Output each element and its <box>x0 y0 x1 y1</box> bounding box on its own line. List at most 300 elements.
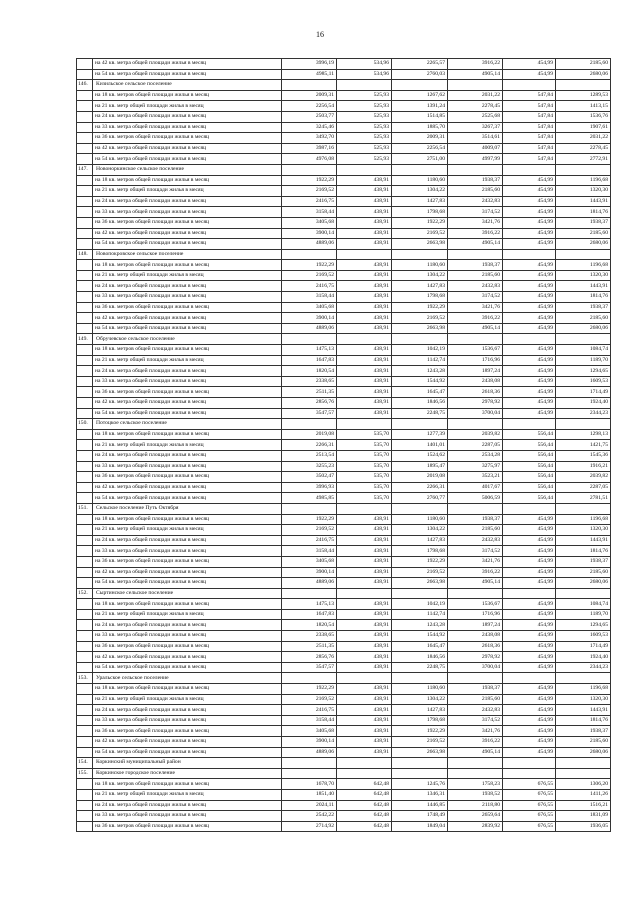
value-cell: 2248,75 <box>392 662 448 673</box>
value-cell: 2432,83 <box>448 196 503 207</box>
row-label: на 18 кв. метров общей площади жилья в месяц <box>93 345 282 356</box>
empty-cell <box>556 249 611 260</box>
row-number <box>77 599 93 610</box>
value-cell: 525,93 <box>337 111 392 122</box>
value-cell: 556,44 <box>503 440 556 451</box>
section-header-row <box>77 768 611 779</box>
value-cell: 2118,80 <box>448 800 503 811</box>
empty-cell <box>503 334 556 345</box>
value-cell: 2416,75 <box>282 196 337 207</box>
value-cell: 4009,07 <box>448 143 503 154</box>
value-cell: 642,48 <box>337 821 392 832</box>
value-cell: 454,99 <box>503 578 556 589</box>
value-cell: 3987,16 <box>282 143 337 154</box>
value-cell: 454,99 <box>503 652 556 663</box>
empty-cell <box>556 758 611 769</box>
value-cell: 1916,21 <box>556 461 611 472</box>
value-cell: 2009,31 <box>282 90 337 101</box>
empty-cell <box>448 768 503 779</box>
value-cell: 3174,52 <box>448 546 503 557</box>
empty-cell <box>282 758 337 769</box>
value-cell: 3421,76 <box>448 302 503 313</box>
value-cell: 1443,91 <box>556 281 611 292</box>
value-cell: 1243,28 <box>392 366 448 377</box>
value-cell: 454,99 <box>503 196 556 207</box>
row-number <box>77 376 93 387</box>
value-cell: 2019,08 <box>392 472 448 483</box>
table-row <box>77 408 611 419</box>
table-row <box>77 631 611 642</box>
table-row <box>77 779 611 790</box>
value-cell: 2534,28 <box>448 450 503 461</box>
value-cell: 438,91 <box>337 302 392 313</box>
row-number <box>77 260 93 271</box>
table-row <box>77 684 611 695</box>
row-label: на 36 кв. метров общей площади жилья в месяц <box>93 821 282 832</box>
row-number <box>77 525 93 536</box>
table-row <box>77 111 611 122</box>
value-cell: 2169,52 <box>282 525 337 536</box>
row-number <box>77 641 93 652</box>
row-label: на 24 кв. метра общей площади жилья в месяц <box>93 111 282 122</box>
value-cell: 1042,19 <box>392 599 448 610</box>
section-title: Сыртинское сельское поселение <box>93 588 282 599</box>
value-cell: 3158,44 <box>282 292 337 303</box>
value-cell: 454,99 <box>503 260 556 271</box>
value-cell: 438,91 <box>337 631 392 642</box>
value-cell: 1304,22 <box>392 694 448 705</box>
table-row <box>77 429 611 440</box>
row-label: на 36 кв. метров общей площади жилья в месяц <box>93 726 282 737</box>
empty-cell <box>503 419 556 430</box>
value-cell: 454,99 <box>503 535 556 546</box>
empty-cell <box>392 164 448 175</box>
empty-cell <box>337 419 392 430</box>
row-label: на 18 кв. метров общей площади жилья в месяц <box>93 779 282 790</box>
row-number <box>77 228 93 239</box>
row-number <box>77 811 93 822</box>
value-cell: 454,99 <box>503 715 556 726</box>
row-number <box>77 175 93 186</box>
row-number <box>77 694 93 705</box>
value-cell: 454,99 <box>503 239 556 250</box>
value-cell: 676,55 <box>503 821 556 832</box>
section-title: Новоноркинское сельское поселение <box>93 164 282 175</box>
row-number <box>77 631 93 642</box>
value-cell: 2978,92 <box>448 398 503 409</box>
value-cell: 1536,76 <box>556 111 611 122</box>
value-cell: 438,91 <box>337 620 392 631</box>
table-row <box>77 461 611 472</box>
value-cell: 4889,06 <box>282 323 337 334</box>
empty-cell <box>448 80 503 91</box>
empty-cell <box>337 249 392 260</box>
value-cell: 1846,56 <box>392 398 448 409</box>
row-number <box>77 461 93 472</box>
table-row <box>77 323 611 334</box>
empty-cell <box>337 673 392 684</box>
table-row <box>77 122 611 133</box>
table-row <box>77 694 611 705</box>
empty-cell <box>392 249 448 260</box>
value-cell: 1084,74 <box>556 345 611 356</box>
empty-cell <box>337 588 392 599</box>
value-cell: 3405,68 <box>282 726 337 737</box>
value-cell: 1514,85 <box>392 111 448 122</box>
value-cell: 4985,85 <box>282 493 337 504</box>
value-cell: 4985,11 <box>282 69 337 80</box>
value-cell: 3405,68 <box>282 302 337 313</box>
value-cell: 1427,83 <box>392 281 448 292</box>
value-cell: 454,99 <box>503 387 556 398</box>
value-cell: 547,84 <box>503 143 556 154</box>
table-row <box>77 260 611 271</box>
value-cell: 1391,24 <box>392 101 448 112</box>
value-cell: 2978,92 <box>448 652 503 663</box>
value-cell: 2856,76 <box>282 398 337 409</box>
row-label: на 24 кв. метра общей площади жилья в месяц <box>93 450 282 461</box>
table-row <box>77 609 611 620</box>
value-cell: 454,99 <box>503 292 556 303</box>
table-row <box>77 292 611 303</box>
row-number <box>77 726 93 737</box>
table-row <box>77 154 611 165</box>
table-row <box>77 535 611 546</box>
section-header-row <box>77 503 611 514</box>
value-cell: 535,70 <box>337 472 392 483</box>
value-cell: 2039,82 <box>448 429 503 440</box>
value-cell: 3502,47 <box>282 472 337 483</box>
value-cell: 525,93 <box>337 90 392 101</box>
row-label: на 33 кв. метра общей площади жилья в месяц <box>93 631 282 642</box>
empty-cell <box>282 503 337 514</box>
value-cell: 1544,92 <box>392 631 448 642</box>
empty-cell <box>392 503 448 514</box>
value-cell: 454,99 <box>503 525 556 536</box>
row-number <box>77 59 93 70</box>
value-cell: 454,99 <box>503 641 556 652</box>
value-cell: 1609,53 <box>556 631 611 642</box>
value-cell: 2185,60 <box>448 694 503 705</box>
table-row <box>77 196 611 207</box>
value-cell: 4905,14 <box>448 69 503 80</box>
value-cell: 2856,76 <box>282 652 337 663</box>
value-cell: 2714,92 <box>282 821 337 832</box>
value-cell: 676,55 <box>503 779 556 790</box>
value-cell: 3405,68 <box>282 217 337 228</box>
row-label: на 24 кв. метра общей площади жилья в месяц <box>93 281 282 292</box>
value-cell: 525,93 <box>337 122 392 133</box>
value-cell: 438,91 <box>337 196 392 207</box>
table-row <box>77 355 611 366</box>
value-cell: 454,99 <box>503 631 556 642</box>
value-cell: 438,91 <box>337 726 392 737</box>
empty-cell <box>556 419 611 430</box>
value-cell: 525,93 <box>337 143 392 154</box>
row-number <box>77 122 93 133</box>
row-label: на 36 кв. метров общей площади жилья в месяц <box>93 217 282 228</box>
value-cell: 4997,99 <box>448 154 503 165</box>
value-cell: 2287,05 <box>556 482 611 493</box>
row-label: на 33 кв. метра общей площади жилья в месяц <box>93 376 282 387</box>
row-number <box>77 800 93 811</box>
value-cell: 2751,00 <box>392 154 448 165</box>
row-label: на 33 кв. метра общей площади жилья в месяц <box>93 292 282 303</box>
row-number <box>77 472 93 483</box>
value-cell: 2266,31 <box>392 482 448 493</box>
section-header-row <box>77 588 611 599</box>
empty-cell <box>337 80 392 91</box>
row-label: на 54 кв. метра общей площади жилья в месяц <box>93 493 282 504</box>
value-cell: 454,99 <box>503 705 556 716</box>
value-cell: 1936,05 <box>556 821 611 832</box>
value-cell: 3900,14 <box>282 567 337 578</box>
row-label: на 42 кв. метра общей площади жилья в месяц <box>93 228 282 239</box>
tariff-table <box>76 58 611 832</box>
row-label: на 42 кв. метра общей площади жилья в месяц <box>93 482 282 493</box>
row-label: на 18 кв. метров общей площади жилья в месяц <box>93 175 282 186</box>
value-cell: 2009,31 <box>392 133 448 144</box>
empty-cell <box>282 768 337 779</box>
row-label: на 42 кв. метра общей площади жилья в месяц <box>93 652 282 663</box>
value-cell: 1196,68 <box>556 684 611 695</box>
value-cell: 1427,83 <box>392 196 448 207</box>
value-cell: 1814,76 <box>556 715 611 726</box>
empty-cell <box>448 673 503 684</box>
table-row <box>77 345 611 356</box>
value-cell: 1306,20 <box>556 779 611 790</box>
value-cell: 642,48 <box>337 811 392 822</box>
value-cell: 3996,93 <box>282 482 337 493</box>
value-cell: 2344,23 <box>556 662 611 673</box>
value-cell: 2185,60 <box>448 270 503 281</box>
value-cell: 438,91 <box>337 535 392 546</box>
table-row <box>77 366 611 377</box>
value-cell: 1421,75 <box>556 440 611 451</box>
value-cell: 1716,96 <box>448 355 503 366</box>
row-label: на 18 кв. метров общей площади жилья в месяц <box>93 260 282 271</box>
value-cell: 2542,22 <box>282 811 337 822</box>
table-row <box>77 281 611 292</box>
row-number <box>77 535 93 546</box>
value-cell: 1536,67 <box>448 599 503 610</box>
row-label: на 33 кв. метра общей площади жилья в месяц <box>93 207 282 218</box>
empty-cell <box>282 673 337 684</box>
table-row <box>77 737 611 748</box>
value-cell: 676,55 <box>503 811 556 822</box>
empty-cell <box>392 419 448 430</box>
value-cell: 2019,08 <box>282 429 337 440</box>
empty-cell <box>503 588 556 599</box>
section-header-row <box>77 673 611 684</box>
empty-cell <box>503 249 556 260</box>
value-cell: 535,70 <box>337 429 392 440</box>
value-cell: 2663,98 <box>392 578 448 589</box>
value-cell: 438,91 <box>337 228 392 239</box>
row-label: на 21 кв. метр общей площади жилья в месяц <box>93 440 282 451</box>
value-cell: 1180,60 <box>392 684 448 695</box>
value-cell: 2438,08 <box>448 631 503 642</box>
value-cell: 1922,29 <box>282 260 337 271</box>
value-cell: 1189,70 <box>556 609 611 620</box>
value-cell: 4976,08 <box>282 154 337 165</box>
value-cell: 1142,74 <box>392 355 448 366</box>
value-cell: 1938,37 <box>556 556 611 567</box>
value-cell: 1196,68 <box>556 175 611 186</box>
table-row <box>77 800 611 811</box>
value-cell: 2265,57 <box>392 59 448 70</box>
value-cell: 438,91 <box>337 546 392 557</box>
row-number <box>77 482 93 493</box>
value-cell: 3700,04 <box>448 408 503 419</box>
value-cell: 1401,01 <box>392 440 448 451</box>
value-cell: 454,99 <box>503 684 556 695</box>
row-number: 155. <box>77 768 93 779</box>
value-cell: 2416,75 <box>282 705 337 716</box>
value-cell: 1924,40 <box>556 398 611 409</box>
value-cell: 1294,65 <box>556 620 611 631</box>
value-cell: 1042,19 <box>392 345 448 356</box>
value-cell: 438,91 <box>337 609 392 620</box>
empty-cell <box>392 673 448 684</box>
value-cell: 2680,06 <box>556 239 611 250</box>
table-row <box>77 133 611 144</box>
value-cell: 2344,23 <box>556 408 611 419</box>
empty-cell <box>282 164 337 175</box>
row-number <box>77 366 93 377</box>
row-label: на 54 кв. метра общей площади жилья в месяц <box>93 154 282 165</box>
value-cell: 454,99 <box>503 323 556 334</box>
value-cell: 3700,04 <box>448 662 503 673</box>
row-label: на 21 кв. метр общей площади жилья в месяц <box>93 270 282 281</box>
value-cell: 642,48 <box>337 779 392 790</box>
value-cell: 2760,77 <box>392 493 448 504</box>
value-cell: 534,96 <box>337 69 392 80</box>
value-cell: 534,96 <box>337 59 392 70</box>
value-cell: 3255,23 <box>282 461 337 472</box>
value-cell: 1320,30 <box>556 186 611 197</box>
value-cell: 438,91 <box>337 737 392 748</box>
row-number <box>77 652 93 663</box>
row-label: на 24 кв. метра общей площади жилья в месяц <box>93 196 282 207</box>
value-cell: 454,99 <box>503 556 556 567</box>
table-row <box>77 440 611 451</box>
section-title: Обручевское сельское поселение <box>93 334 282 345</box>
value-cell: 1320,30 <box>556 270 611 281</box>
value-cell: 2031,22 <box>556 133 611 144</box>
value-cell: 1716,96 <box>448 609 503 620</box>
value-cell: 642,48 <box>337 800 392 811</box>
value-cell: 438,91 <box>337 239 392 250</box>
value-cell: 3547,57 <box>282 662 337 673</box>
value-cell: 2169,52 <box>392 737 448 748</box>
value-cell: 438,91 <box>337 578 392 589</box>
section-title: Коркинское городское поселение <box>93 768 282 779</box>
table-row <box>77 398 611 409</box>
row-number <box>77 398 93 409</box>
value-cell: 2680,06 <box>556 323 611 334</box>
value-cell: 2511,35 <box>282 387 337 398</box>
value-cell: 438,91 <box>337 186 392 197</box>
value-cell: 1427,83 <box>392 535 448 546</box>
value-cell: 2338,65 <box>282 631 337 642</box>
value-cell: 556,44 <box>503 482 556 493</box>
value-cell: 438,91 <box>337 408 392 419</box>
value-cell: 1298,13 <box>556 429 611 440</box>
value-cell: 1922,29 <box>392 302 448 313</box>
value-cell: 2169,52 <box>392 567 448 578</box>
table-row <box>77 599 611 610</box>
value-cell: 2185,60 <box>448 525 503 536</box>
value-cell: 1304,22 <box>392 186 448 197</box>
row-label: на 42 кв. метра общей площади жилья в месяц <box>93 143 282 154</box>
row-number <box>77 440 93 451</box>
value-cell: 1938,37 <box>448 260 503 271</box>
row-label: на 21 кв. метр общей площади жилья в месяц <box>93 355 282 366</box>
value-cell: 642,48 <box>337 789 392 800</box>
value-cell: 4889,06 <box>282 747 337 758</box>
value-cell: 3900,14 <box>282 228 337 239</box>
value-cell: 438,91 <box>337 514 392 525</box>
empty-cell <box>337 758 392 769</box>
value-cell: 2659,64 <box>448 811 503 822</box>
row-number <box>77 514 93 525</box>
row-label: на 33 кв. метра общей площади жилья в месяц <box>93 546 282 557</box>
row-label: на 54 кв. метра общей площади жилья в месяц <box>93 323 282 334</box>
value-cell: 2185,60 <box>556 313 611 324</box>
value-cell: 1851,40 <box>282 789 337 800</box>
table-row <box>77 567 611 578</box>
value-cell: 547,84 <box>503 122 556 133</box>
row-number: 149. <box>77 334 93 345</box>
value-cell: 1443,91 <box>556 535 611 546</box>
value-cell: 547,84 <box>503 90 556 101</box>
row-number <box>77 111 93 122</box>
row-number <box>77 705 93 716</box>
value-cell: 454,99 <box>503 747 556 758</box>
value-cell: 438,91 <box>337 376 392 387</box>
value-cell: 1411,26 <box>556 789 611 800</box>
row-number <box>77 281 93 292</box>
value-cell: 3996,19 <box>282 59 337 70</box>
value-cell: 2024,11 <box>282 800 337 811</box>
row-label: на 36 кв. метров общей площади жилья в месяц <box>93 302 282 313</box>
value-cell: 3174,52 <box>448 715 503 726</box>
row-label: на 42 кв. метра общей площади жилья в месяц <box>93 59 282 70</box>
empty-cell <box>392 588 448 599</box>
row-label: на 42 кв. метра общей площади жилья в месяц <box>93 567 282 578</box>
value-cell: 2185,60 <box>448 186 503 197</box>
row-number <box>77 609 93 620</box>
value-cell: 556,44 <box>503 472 556 483</box>
row-number: 150. <box>77 419 93 430</box>
row-number: 148. <box>77 249 93 260</box>
table-row <box>77 705 611 716</box>
value-cell: 1180,60 <box>392 260 448 271</box>
value-cell: 1798,68 <box>392 715 448 726</box>
value-cell: 2169,52 <box>392 313 448 324</box>
value-cell: 3916,22 <box>448 567 503 578</box>
value-cell: 676,55 <box>503 789 556 800</box>
value-cell: 2169,52 <box>392 228 448 239</box>
value-cell: 1938,37 <box>448 684 503 695</box>
row-label: на 54 кв. метра общей площади жилья в месяц <box>93 408 282 419</box>
value-cell: 3421,76 <box>448 556 503 567</box>
table-row <box>77 546 611 557</box>
value-cell: 454,99 <box>503 228 556 239</box>
value-cell: 2278,45 <box>556 143 611 154</box>
value-cell: 1798,68 <box>392 292 448 303</box>
